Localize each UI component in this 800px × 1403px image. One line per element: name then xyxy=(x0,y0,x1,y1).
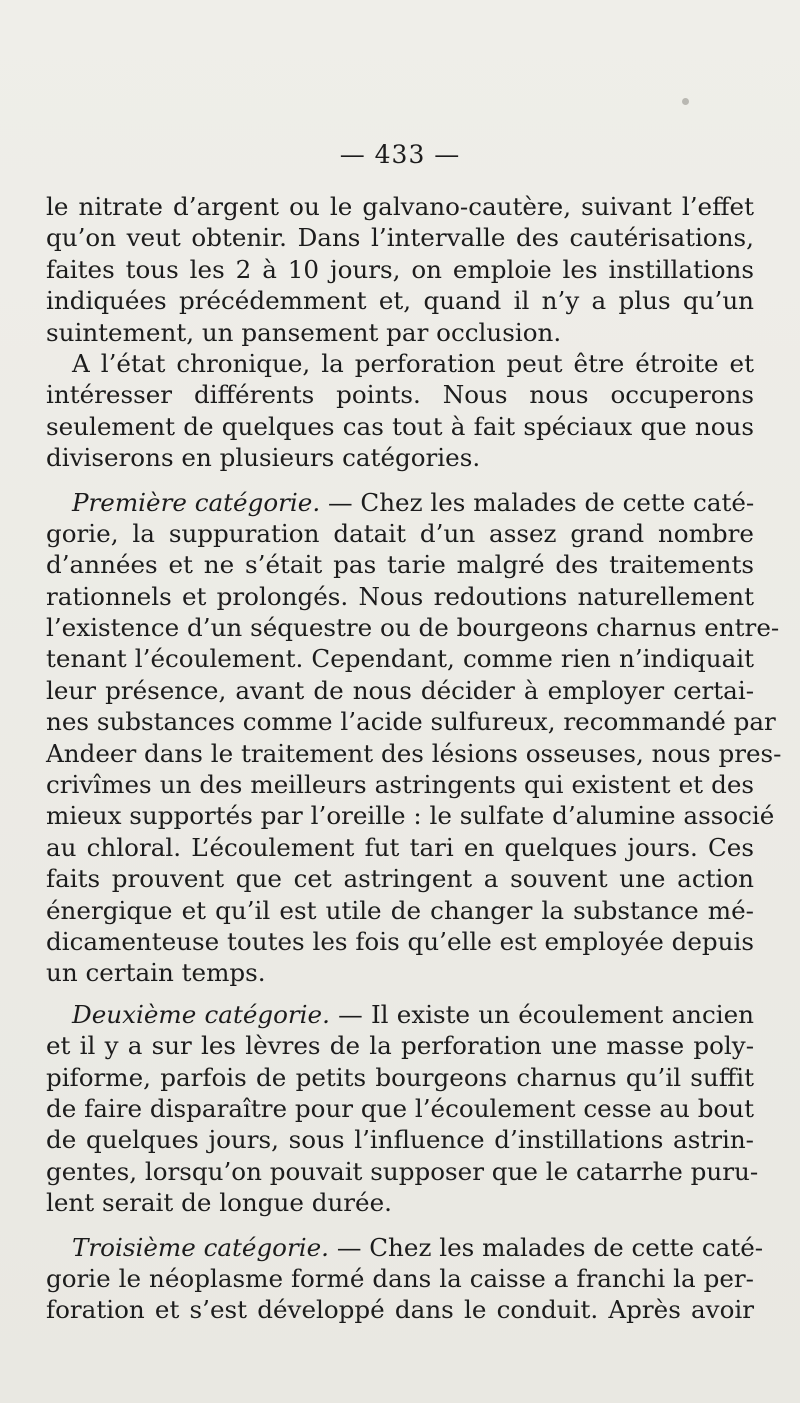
paragraph xyxy=(46,348,754,474)
text-line: Andeer dans le traitement des lésions osseuses, nous pres- xyxy=(46,738,782,768)
text-line: d’années et ne s’était pas tarie malgré des traitements xyxy=(46,550,754,580)
text-line: de faire disparaître pour que l’écoulement cesse au bout xyxy=(46,1093,754,1123)
paragraph xyxy=(46,191,754,348)
paragraph xyxy=(46,1232,764,1326)
paragraph xyxy=(46,999,759,1219)
section-heading: Deuxième catégorie. xyxy=(72,999,330,1029)
text-line: crivîmes un des meilleurs astringents qui existent et des xyxy=(46,770,754,800)
text-line: foration et s’est développé dans le conduit. Après avoir xyxy=(46,1295,754,1325)
text-line: seulement de quelques cas tout à fait spéciaux que nous xyxy=(46,411,754,441)
text-line: leur présence, avant de nous décider à employer certai- xyxy=(46,675,754,705)
text-line: faites tous les 2 à 10 jours, on emploie les instillations xyxy=(46,254,754,284)
text-line: diviserons en plusieurs catégories. xyxy=(46,443,481,473)
text-line: gentes, lorsqu’on pouvait supposer que le catarrhe puru- xyxy=(46,1156,759,1186)
page-number: — 433 — xyxy=(339,140,461,169)
text-line: Troisième catégorie. — Chez les malades de cette caté- xyxy=(72,1232,764,1262)
text-line: faits prouvent que cet astringent a souvent une action xyxy=(46,864,754,894)
text-line: gorie le néoplasme formé dans la caisse a franchi la per- xyxy=(46,1263,754,1293)
section-heading: Première catégorie. xyxy=(72,487,321,517)
text-line: un certain temps. xyxy=(46,958,266,988)
text-line: A l’état chronique, la perforation peut être étroite et xyxy=(72,348,754,378)
text-line: dicamenteuse toutes les fois qu’elle est employée depuis xyxy=(46,926,754,956)
text-line: le nitrate d’argent ou le galvano-cautère, suivant l’effet xyxy=(46,192,754,221)
text-line: qu’on veut obtenir. Dans l’intervalle des cautérisations, xyxy=(46,223,754,253)
text-line: suintement, un pansement par occlusion. xyxy=(46,317,562,347)
body-text xyxy=(46,191,782,1326)
text-line: et il y a sur les lèvres de la perforation une masse poly- xyxy=(46,1031,754,1061)
text-line: au chloral. L’écoulement fut tari en quelques jours. Ces xyxy=(46,832,754,862)
paper-speck xyxy=(682,98,689,105)
text-line: Première catégorie. — Chez les malades de cette caté- xyxy=(72,487,755,517)
text-line: indiquées précédemment et, quand il n’y a plus qu’un xyxy=(46,286,754,316)
text-line: intéresser différents points. Nous nous occuperons xyxy=(46,380,754,410)
text-line: l’existence d’un séquestre ou de bourgeons charnus entre- xyxy=(46,613,780,643)
text-line: de quelques jours, sous l’influence d’instillations astrin- xyxy=(46,1125,754,1155)
text-line: rationnels et prolongés. Nous redoutions naturellement xyxy=(46,581,754,611)
text-line: tenant l’écoulement. Cependant, comme rien n’indiquait xyxy=(46,644,754,674)
text-line: gorie, la suppuration datait d’un assez grand nombre xyxy=(46,518,754,548)
text-line: piforme, parfois de petits bourgeons charnus qu’il suffit xyxy=(46,1062,754,1092)
text-line: énergique et qu’il est utile de changer la substance mé- xyxy=(46,895,754,925)
section-heading: Troisième catégorie. xyxy=(72,1232,329,1262)
text-line: mieux supportés par l’oreille : le sulfate d’alumine associé xyxy=(46,801,775,831)
text-line: nes substances comme l’acide sulfureux, recommandé par xyxy=(46,707,776,737)
text-line: lent serait de longue durée. xyxy=(46,1188,392,1218)
paragraph xyxy=(46,487,782,989)
text-line: Deuxième catégorie. — Il existe un écoulement ancien xyxy=(72,999,754,1029)
